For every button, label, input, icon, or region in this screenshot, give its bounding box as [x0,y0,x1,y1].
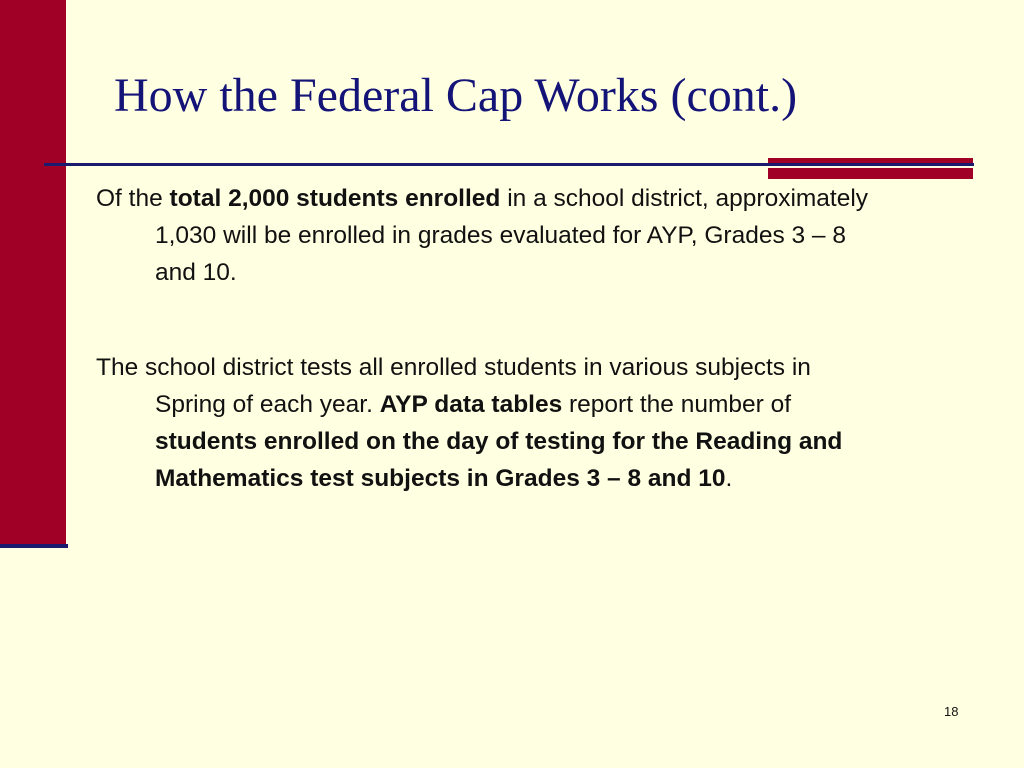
para1-text-1: Of the [96,185,170,212]
bullet-paragraph-2 [96,349,886,497]
para2-text-1: The school district tests all enrolled students in various subjects in Spring of each year. [96,354,811,418]
title-divider [44,163,974,166]
slide-body [96,180,886,497]
para2-bold-1: AYP data tables [379,391,563,418]
para1-text-2: in a school district, approximately 1,030 will be enrolled in grades evaluated for AYP, Grades 3 – 8 and 10. [155,185,869,286]
para2-text-2: report the number of [562,391,792,418]
page-number: 18 [944,704,959,719]
para2-text-3: . [725,465,733,492]
left-accent-underline [0,544,68,548]
para1-bold-1: total 2,000 students enrolled [169,185,501,212]
slide-title: How the Federal Cap Works (cont.) [114,69,798,122]
left-accent-bar [0,0,66,544]
para2-bold-2: students enrolled on the day of testing for the Reading and Mathematics test subjects in Grades 3 – 8 and 10 [155,428,843,492]
bullet-paragraph-1 [96,180,886,291]
right-accent-bar-top [768,158,973,163]
right-accent-bar-bottom [768,168,973,179]
